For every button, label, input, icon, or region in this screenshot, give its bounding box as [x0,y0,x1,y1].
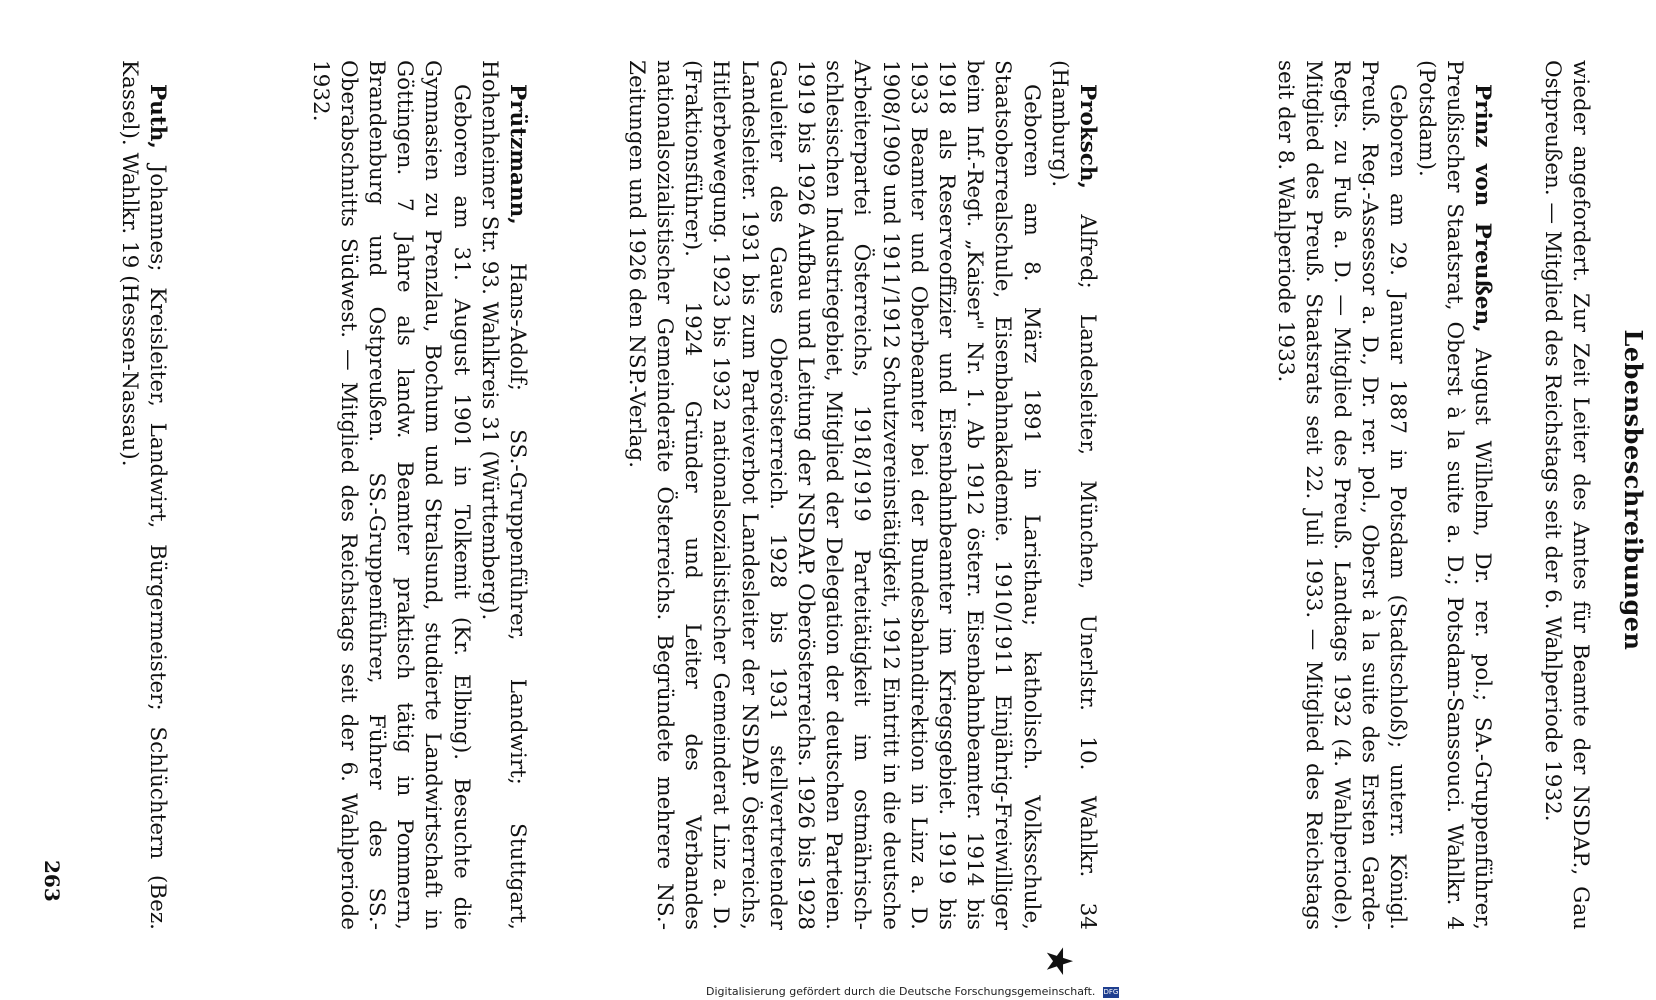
entry-text: August Wilhelm, Dr. rer. pol.; SA.-Gruppenführer, Preußischer Staatsrat, Oberst à la suite a. D.; Potsdam-Sanssouci. Wahlkr. 4 (Potsdam). [1413,60,1495,930]
funding-credit [706,985,1119,998]
entry-text: wieder angefordert. Zur Zeit Leiter des Amtes für Beamte der NSDAP., Gau Ostpreußen. — Mitglied des Reichstags seit der 6. Wahlperiode 1932. [1539,60,1593,930]
entry-text: Geboren am 31. August 1901 in Tolkemit (Kr. Elbing). Besuchte die Gymnasien zu Prenzlau, Bochum und Stralsund, studierte Landwirtschaft in Göttingen. 7 Jahre als landw. Beamter praktisch tätig in Pommern, Brandenburg und Ostpreußen. SS.-Gruppenführer, Führer des SS.-Oberabschnitts Südwest. — Mitglied des Reichstags seit der 6. Wahlperiode 1932. [307,60,474,930]
entry-name: Prützmann, [505,84,530,225]
running-header: Lebensbeschreibungen [1619,329,1648,651]
entry-name: Prinz von Preußen, [1470,84,1495,333]
credit-text: Digitalisierung gefördert durch die Deutsche Forschungsgemeinschaft. [706,985,1096,998]
entry-text: Hans-Adolf; SS.-Gruppenführer, Landwirt; Stuttgart, Hohenheimer Str. 93. Wahlkreis 31 (Württemberg). [476,60,530,930]
entry-text: Johannes; Kreisleiter, Landwirt, Bürgermeister; Schlüchtern (Bez. Kassel). Wahlkr. 19 (Hessen-Nassau). [116,60,170,930]
page-number: 263 [40,860,64,902]
entry-puth [115,60,171,930]
entry-pruetzmann [305,60,531,930]
entry-continuation [1538,60,1594,930]
entry-text: Alfred; Landesleiter, München, Unerlstr. 10. Wahlkr. 34 (Hamburg). [1046,60,1100,930]
dfg-logo-icon: DFG [1103,987,1119,996]
entry-proksch [622,60,1101,930]
entry-text: Geboren am 8. März 1891 in Laristhau; katholisch. Volksschule, Staatsoberrealschule, Eisenbahnakademie. 1910/1911 Einjährig-Freiwilliger beim Inf.-Regt. „Kaiser" Nr. 1. Ab 1912 österr. Eisenbahnbeamter. 1914 bis 1918 als Reserveoffizier und Eisenbahnbeamter im Kriegsgebiet. 1919 bis 1933 Beamter und Oberbeamter bei der Bundesbahndirektion in Linz a. D. 1908/1909 und 1911/1912 Schutzvereinstätigkeit, 1912 Eintritt in die deutsche Arbeiterpartei Österreichs, 1918/1919 Parteitätigkeit im ostmährisch-schlesischen Industriegebiet, Mitglied der Delegation der deutschen Parteien. 1919 bis 1926 Aufbau und Leitung der NSDAP. Oberösterreichs. 1926 bis 1928 Gauleiter des Gaues Oberösterreich. 1928 bis 1931 stellvertretender Landesleiter. 1931 bis zum Parteiverbot Landesleiter der NSDAP. Österreichs, Hitlerbewegung. 1923 bis 1932 nationalsozialistischer Gemeinderat Linz a. D. (Fraktionsführer). 1924 Gründer und Leiter des Verbandes nationalsozialistischer Gemeinderäte Österreichs. Begründete mehrere NS.-Zeitungen und 1926 den NSP.-Verlag. [623,60,1044,930]
entry-name: Puth, [145,84,170,149]
entry-name: Proksch, [1075,84,1100,190]
star-icon: ★ [1038,945,1079,978]
entry-prinz-von-preussen [1270,60,1496,930]
entry-text: Geboren am 29. Januar 1887 in Potsdam (Stadtschloß); unterr. Königl. Preuß. Reg.-Assessor a. D., Dr. rer. pol., Oberst à la suite des Ersten Garde-Regts. zu Fuß a. D. — Mitglied des Preuß. Landtags 1932 (4. Wahlperiode). Mitglied des Preuß. Staatsrats seit 22. Juli 1933. — Mitglied des Reichstags seit der 8. Wahlperiode 1933. [1272,60,1411,930]
